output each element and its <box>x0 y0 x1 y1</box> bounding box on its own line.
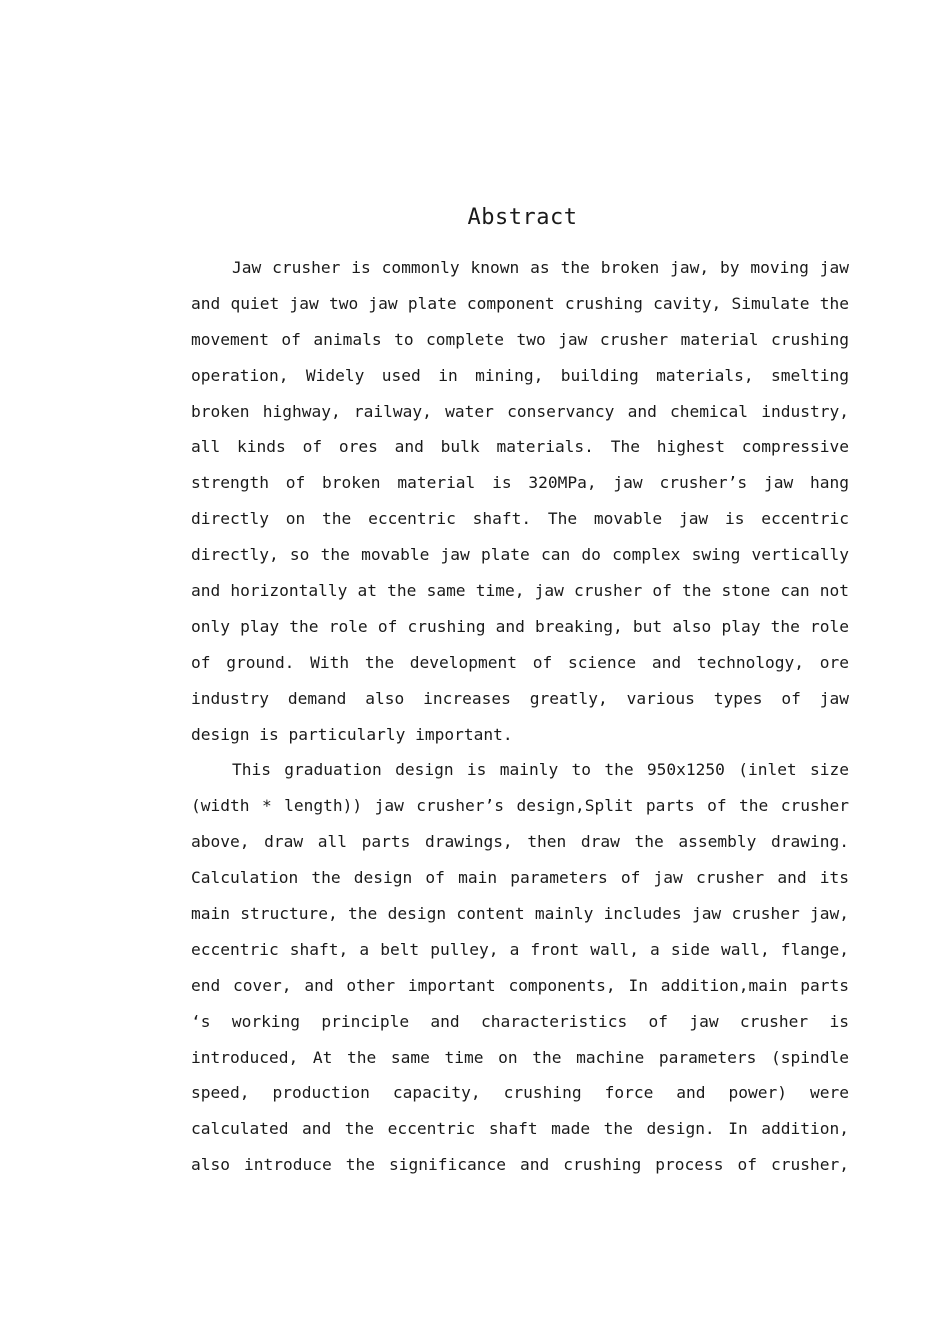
abstract-title: Abstract <box>467 205 578 230</box>
paragraph-line: and quiet jaw two jaw plate component crushing cavity, Simulate the <box>191 293 849 313</box>
paragraph-line: above, draw all parts drawings, then draw the assembly drawing. <box>191 832 849 852</box>
paragraph-line: strength of broken material is 320MPa, jaw crusher’s jaw hang <box>191 473 849 493</box>
paragraph-line: eccentric shaft, a belt pulley, a front wall, a side wall, flange, <box>191 939 849 959</box>
paragraph-line: introduced, At the same time on the machine parameters (spindle <box>191 1047 849 1067</box>
paragraph-line: movement of animals to complete two jaw crusher material crushing <box>191 329 849 349</box>
paragraph-line: broken highway, railway, water conservancy and chemical industry, <box>191 401 849 421</box>
paragraph-line: main structure, the design content mainly includes jaw crusher jaw, <box>191 904 849 924</box>
paragraph-1 <box>191 250 849 752</box>
paragraph-2 <box>191 752 849 1183</box>
paragraph-line: design is particularly important. <box>191 724 513 744</box>
paragraph-line: This graduation design is mainly to the 950x1250 (inlet size <box>232 760 849 780</box>
paragraph-line: directly on the eccentric shaft. The movable jaw is eccentric <box>191 509 849 529</box>
paragraph-line: industry demand also increases greatly, various types of jaw <box>191 688 849 708</box>
paragraph-line: and horizontally at the same time, jaw crusher of the stone can not <box>191 581 849 601</box>
paragraph-line: of ground. With the development of science and technology, ore <box>191 652 849 672</box>
paragraph-line: all kinds of ores and bulk materials. The highest compressive <box>191 437 849 457</box>
paragraph-line: Calculation the design of main parameters of jaw crusher and its <box>191 868 849 888</box>
paragraph-line: Jaw crusher is commonly known as the broken jaw, by moving jaw <box>232 258 849 277</box>
paragraph-line: calculated and the eccentric shaft made the design. In addition, <box>191 1119 849 1139</box>
paragraph-line: directly, so the movable jaw plate can do complex swing vertically <box>191 545 849 565</box>
paragraph-line: operation, Widely used in mining, building materials, smelting <box>191 365 849 385</box>
paragraph-line: (width * length)) jaw crusher’s design,Split parts of the crusher <box>191 796 849 816</box>
paragraph-line: ‘s working principle and characteristics of jaw crusher is <box>191 1011 849 1031</box>
paragraph-line: speed, production capacity, crushing force and power) were <box>191 1083 849 1103</box>
paragraph-line: also introduce the significance and crushing process of crusher, <box>191 1155 849 1175</box>
paragraph-line: end cover, and other important components, In addition,main parts <box>191 975 849 995</box>
abstract-body <box>191 250 849 1183</box>
paragraph-line: only play the role of crushing and breaking, but also play the role <box>191 616 849 636</box>
